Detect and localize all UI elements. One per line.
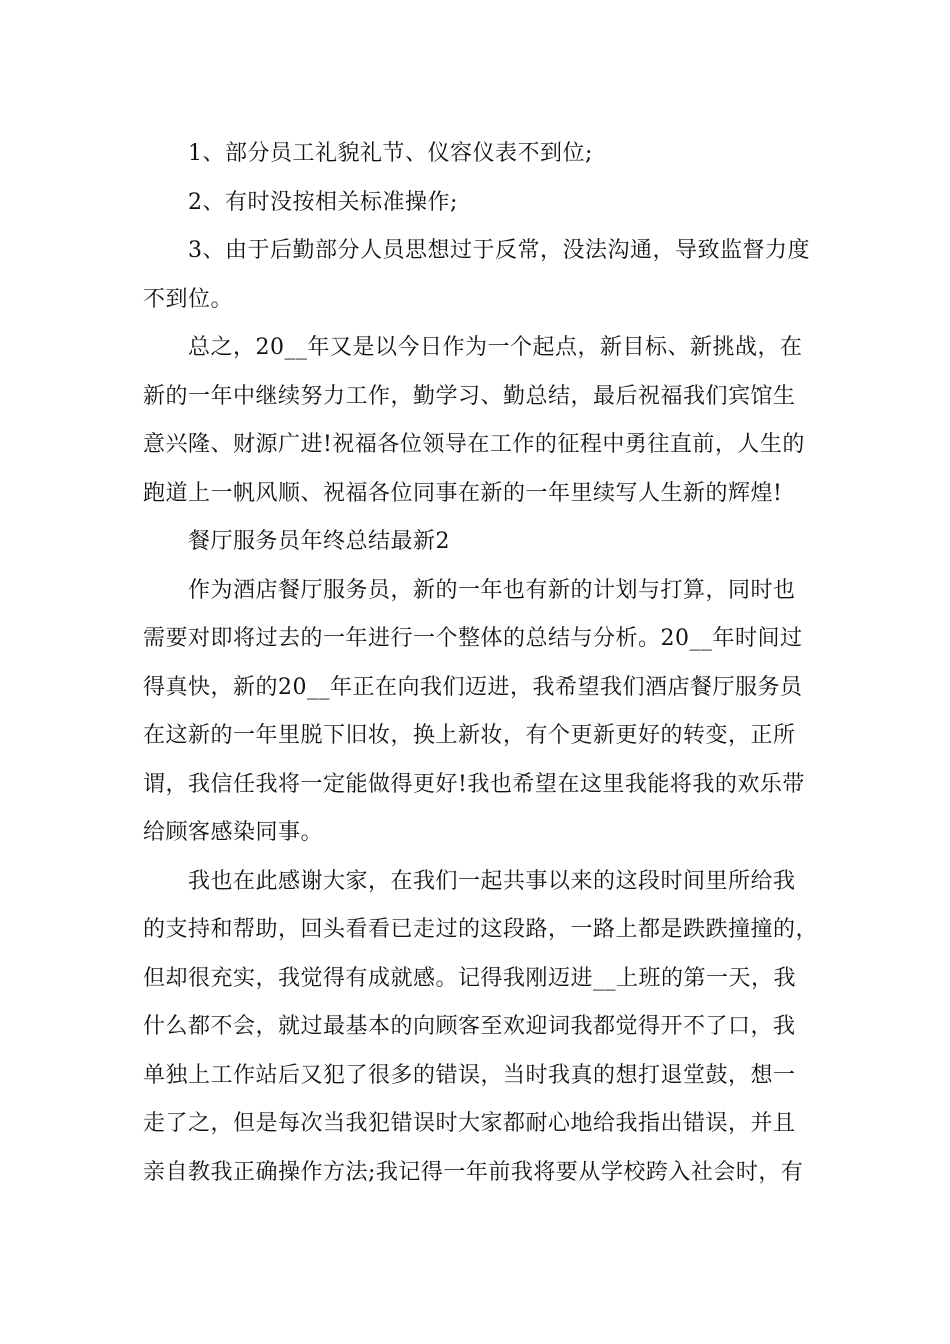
text-line: 在这新的一年里脱下旧妆，换上新妆，有个更新更好的转变，正所 [143,723,796,748]
text-line: 走了之，但是每次当我犯错误时大家都耐心地给我指出错误，并且 [143,1111,796,1136]
section-heading: 餐厅服务员年终总结最新2 [188,529,450,554]
text-line: 谓，我信任我将一定能做得更好!我也希望在这里我能将我的欢乐带 [143,771,805,797]
text-line: 但却很充实，我觉得有成就感。记得我刚迈进__上班的第一天，我 [143,965,797,991]
text-line: 1、部分员工礼貌礼节、仪容仪表不到位; [188,141,593,166]
text-line: 意兴隆、财源广进!祝福各位领导在工作的征程中勇往直前，人生的 [143,432,805,457]
text-line: 3、由于后勤部分人员思想过于反常，没法沟通，导致监督力度 [188,238,810,263]
text-line: 单独上工作站后又犯了很多的错误，当时我真的想打退堂鼓，想一 [143,1062,796,1088]
text-line: 跑道上一帆风顺、祝福各位同事在新的一年里续写人生新的辉煌! [143,480,783,506]
text-line: 亲自教我正确操作方法;我记得一年前我将要从学校跨入社会时，有 [143,1159,804,1185]
text-line: 我也在此感谢大家，在我们一起共事以来的这段时间里所给我 [188,868,796,894]
text-line: 新的一年中继续努力工作，勤学习、勤总结，最后祝福我们宾馆生 [143,383,796,409]
text-line: 总之，20__年又是以今日作为一个起点，新目标、新挑战，在 [188,335,803,360]
text-line: 2、有时没按相关标准操作; [188,189,458,215]
text-line: 需要对即将过去的一年进行一个整体的总结与分析。20__年时间过 [143,626,803,651]
text-line: 作为酒店餐厅服务员，新的一年也有新的计划与打算，同时也 [188,577,796,603]
document-body [143,130,821,1197]
text-line: 得真快，新的20__年正在向我们迈进，我希望我们酒店餐厅服务员 [143,674,803,700]
text-line: 给顾客感染同事。 [143,820,324,845]
text-line: 什么都不会，就过最基本的向顾客至欢迎词我都觉得开不了口，我 [143,1014,796,1039]
text-line: 的支持和帮助，回头看看已走过的这段路，一路上都是跌跌撞撞的， [143,917,819,942]
text-line: 不到位。 [143,286,234,312]
